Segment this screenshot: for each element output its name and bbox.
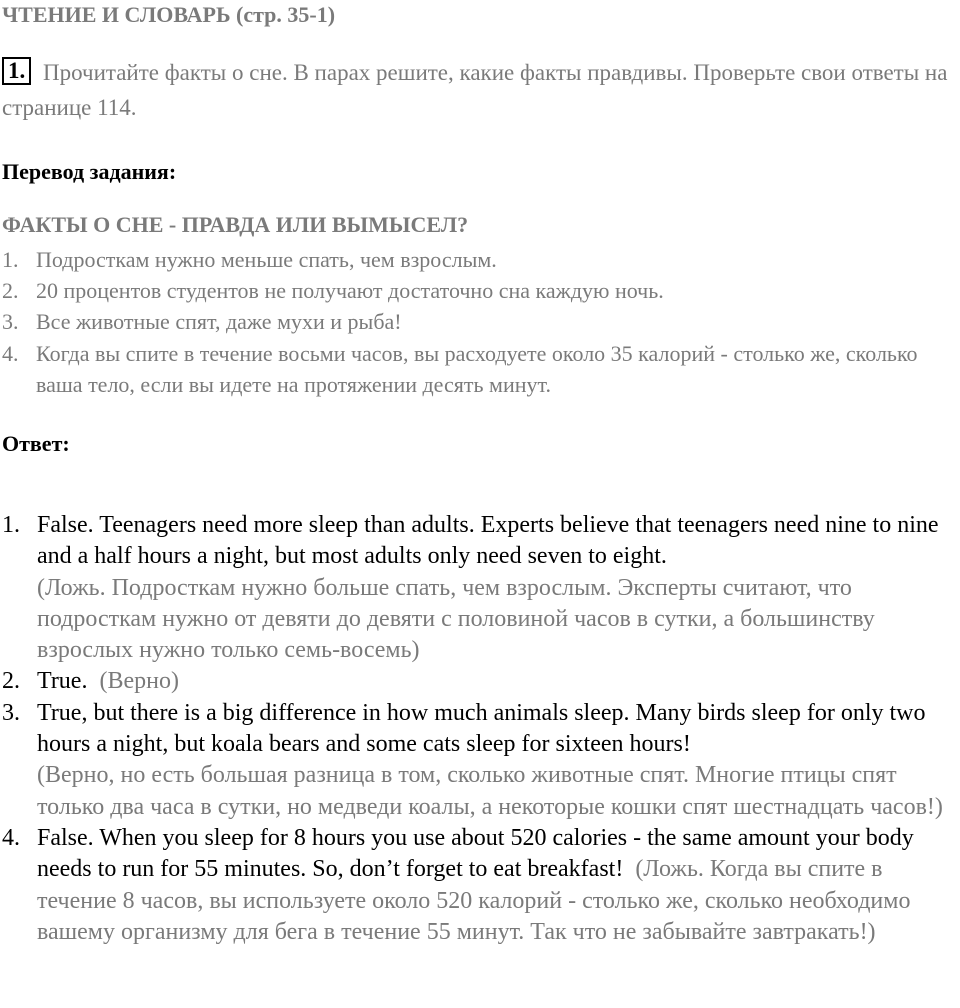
fact-text: Все животные спят, даже мухи и рыба! (36, 309, 402, 335)
list-item (2, 244, 952, 275)
answer-russian: (Верно) (99, 668, 179, 695)
answer-number: 1. (2, 512, 20, 538)
list-item (2, 338, 952, 400)
answer-body (37, 698, 960, 823)
answer-number: 3. (2, 699, 20, 726)
facts-title: ФАКТЫ О СНЕ - ПРАВДА ИЛИ ВЫМЫСЕЛ? (2, 212, 469, 237)
list-item (2, 306, 952, 337)
fact-text: Когда вы спите в течение восьми часов, вы расходуете около 35 калорий - столько же, сколько ваша тело, если вы идете на протяжении десять минут. (36, 340, 918, 397)
list-item (2, 823, 960, 948)
answer-number: 2. (2, 668, 20, 695)
answer-number: 4. (2, 824, 20, 851)
answers-list (2, 510, 960, 948)
answer-body (37, 510, 960, 666)
list-item (2, 698, 960, 823)
answer-body (37, 823, 960, 948)
facts-list (2, 244, 952, 400)
answer-english: False. When you sleep for 8 hours you use about 520 calories - the same amount your body needs to run for 55 minutes. So, don’t forget to eat breakfast! (37, 824, 914, 883)
fact-number: 1. (2, 247, 19, 272)
list-item (2, 275, 952, 306)
fact-text: Подросткам нужно меньше спать, чем взрослым. (36, 247, 497, 272)
task-number: 1. (2, 57, 31, 85)
answer-english: True. (37, 668, 88, 695)
fact-number: 3. (2, 309, 19, 335)
task-text: Прочитайте факты о сне. В парах решите, какие факты правдивы. Проверьте свои ответы на странице 114. (2, 60, 948, 120)
answer-english: True, but there is a big difference in how much animals sleep. Many birds sleep for only two hours a night, but koala bears and some cats sleep for sixteen hours! (37, 699, 926, 758)
answer-body (37, 666, 960, 697)
answer-english: False. Teenagers need more sleep than adults. Experts believe that teenagers need nine to nine and a half hours a night, but most adults only need seven to eight. (37, 512, 939, 570)
list-item (2, 666, 960, 697)
translation-heading: Перевод задания: (2, 159, 177, 184)
answer-russian: (Ложь. Подросткам нужно больше спать, чем взрослым. Эксперты считают, что подросткам нужно от девяти до девяти с половиной часов в сутки, а большинству взрослых нужно только семь-восемь) (37, 574, 875, 664)
fact-number: 2. (2, 278, 19, 304)
section-title: ЧТЕНИЕ И СЛОВАРЬ (стр. 35-1) (2, 2, 336, 27)
answer-heading: Ответ: (2, 431, 70, 456)
answer-russian: (Ложь. Когда вы спите в течение 8 часов, вы используете около 520 калорий - столько же, сколько необходимо вашему организму для бега в течение 55 минут. Так что не забывайте завтракать!) (37, 856, 911, 945)
answer-russian: (Верно, но есть большая разница в том, сколько животные спят. Многие птицы спят только два часа в сутки, но медведи коалы, а некоторые кошки спят шестнадцать часов!) (37, 762, 943, 820)
task-instruction (2, 55, 952, 125)
fact-text: 20 процентов студентов не получают достаточно сна каждую ночь. (36, 278, 664, 304)
list-item (2, 510, 960, 666)
fact-number: 4. (2, 340, 19, 366)
